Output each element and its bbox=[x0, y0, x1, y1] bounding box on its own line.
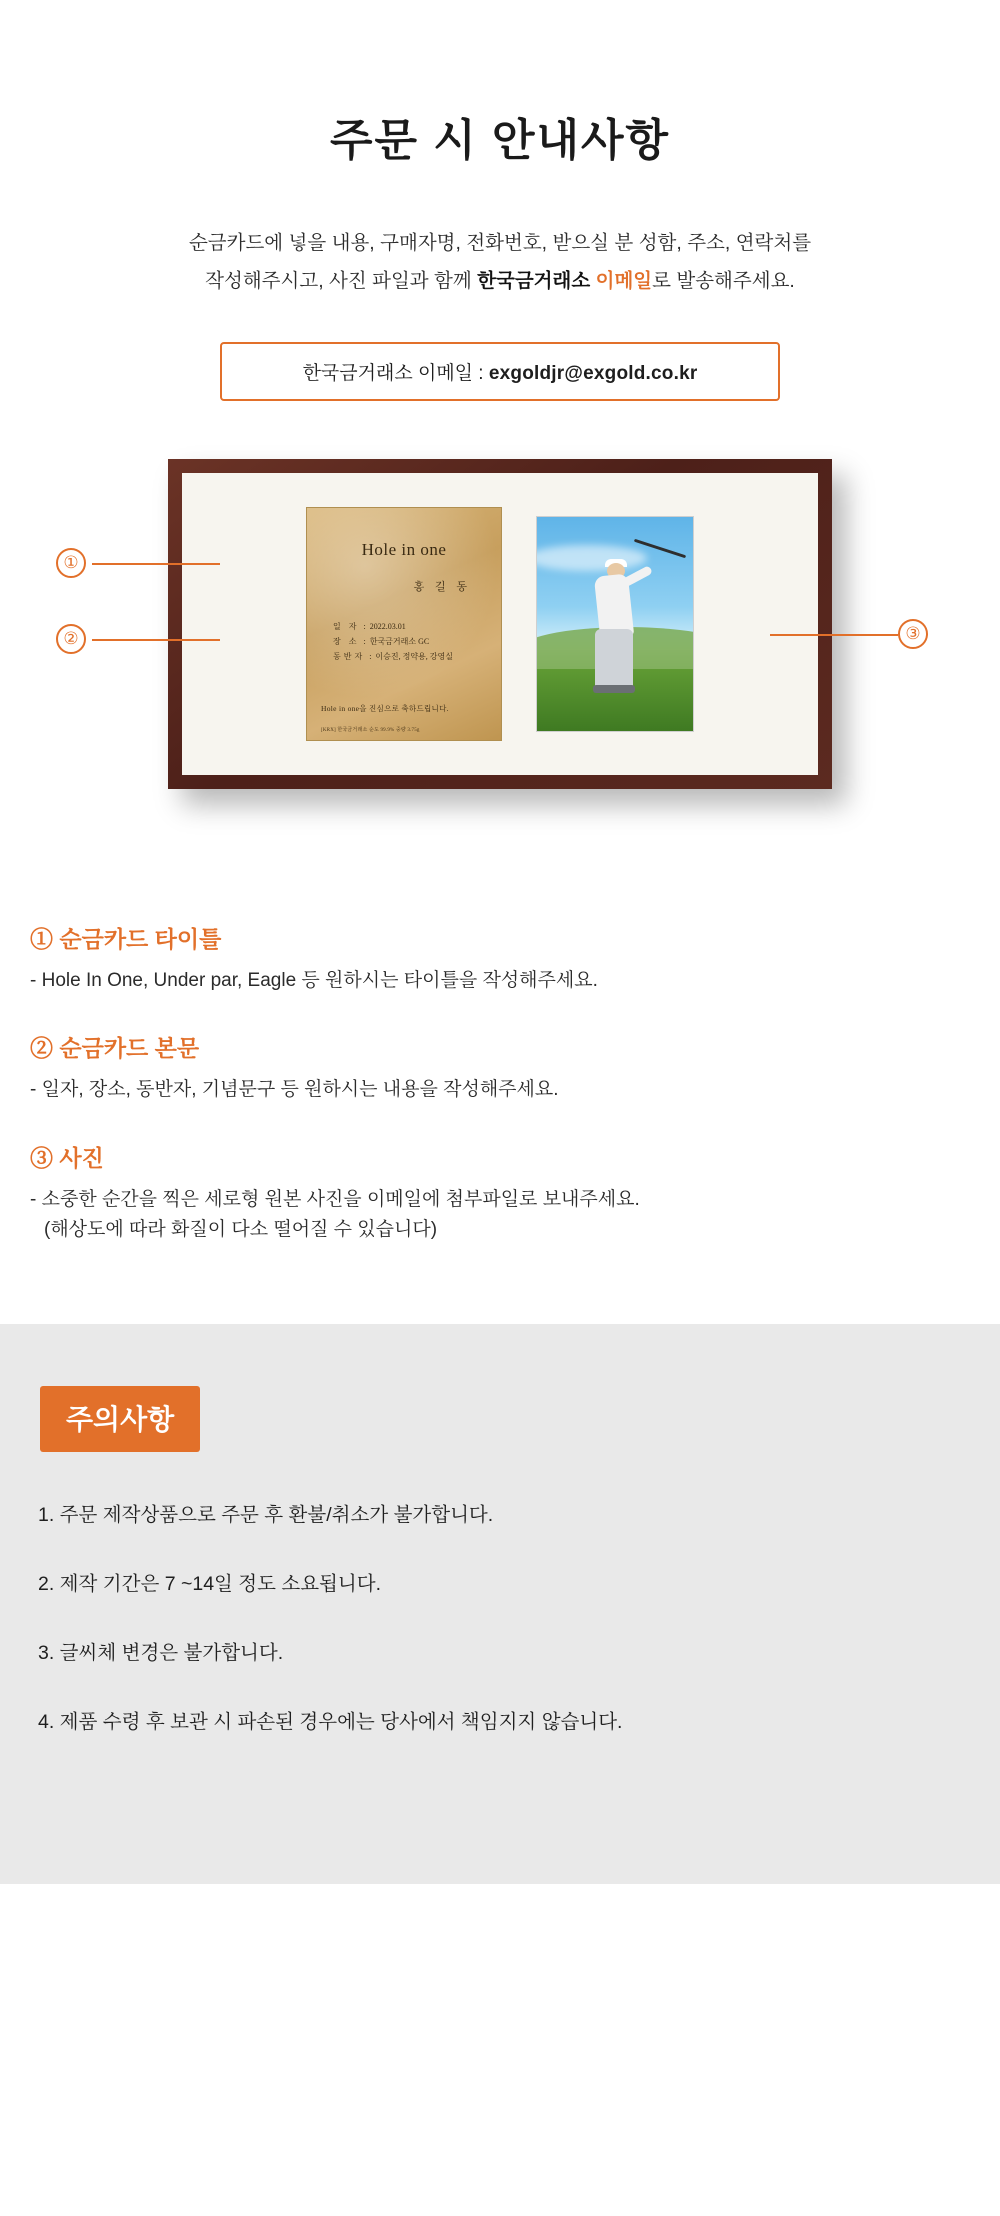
explanation-block-2 bbox=[30, 1030, 940, 1105]
frame-mat bbox=[182, 473, 818, 775]
row-value: 2022.03.01 bbox=[369, 622, 406, 632]
notice-list bbox=[30, 1500, 970, 1739]
explanation-body-2: - 일자, 장소, 동반자, 기념문구 등 원하시는 내용을 작성해주세요. bbox=[30, 1079, 559, 1101]
explanation-title-1: 순금카드 타이틀 bbox=[59, 926, 222, 953]
notice-badge: 주의사항 bbox=[40, 1386, 200, 1452]
email-label: 한국금거래소 이메일 : bbox=[302, 363, 489, 385]
explanation-number-2: ② bbox=[30, 1035, 53, 1062]
picture-frame bbox=[168, 459, 832, 789]
callout-marker-1: ① bbox=[56, 548, 86, 578]
gold-card-footer: Hole in one을 진심으로 축하드립니다. bbox=[321, 704, 449, 714]
intro-line-2 bbox=[0, 262, 1000, 300]
leader-line-1 bbox=[92, 563, 220, 565]
notice-item: 4. 제품 수령 후 보관 시 파손된 경우에는 당사에서 책임지지 않습니다. bbox=[38, 1711, 623, 1734]
golf-photo bbox=[536, 516, 694, 732]
page-title: 주문 시 안내사항 bbox=[330, 116, 670, 165]
gold-card-name: 홍 길 동 bbox=[413, 581, 471, 594]
leader-line-2 bbox=[92, 639, 220, 641]
leader-line-3 bbox=[770, 634, 898, 636]
row-key: 동반자 bbox=[333, 651, 366, 661]
notice-item: 2. 제작 기간은 7 ~14일 정도 소요됩니다. bbox=[38, 1572, 381, 1595]
notice-item: 1. 주문 제작상품으로 주문 후 환불/취소가 불가합니다. bbox=[38, 1503, 494, 1526]
explanation-section bbox=[0, 879, 1000, 1246]
intro-text bbox=[0, 224, 1000, 300]
row-sep: : bbox=[363, 636, 366, 646]
notice-item: 3. 글씨체 변경은 불가합니다. bbox=[38, 1641, 284, 1664]
explanation-body-3-main: - 소중한 순간을 찍은 세로형 원본 사진을 이메일에 첨부파일로 보내주세요. bbox=[30, 1188, 640, 1210]
explanation-body-3-sub: (해상도에 따라 화질이 다소 떨어질 수 있습니다) bbox=[44, 1219, 438, 1241]
cloud-shape bbox=[536, 545, 647, 571]
explanation-title-3: 사진 bbox=[59, 1144, 104, 1171]
row-key: 장 소 bbox=[333, 636, 360, 646]
explanation-heading-1 bbox=[30, 921, 940, 954]
intro-line-2-suffix: 로 발송해주세요. bbox=[652, 270, 795, 293]
product-figure bbox=[0, 459, 1000, 879]
explanation-number-1: ① bbox=[30, 926, 53, 953]
notice-section bbox=[0, 1324, 1000, 1884]
explanation-number-3: ③ bbox=[30, 1144, 53, 1171]
email-accent: 이메일 bbox=[590, 270, 653, 293]
explanation-block-3 bbox=[30, 1140, 940, 1246]
email-box bbox=[220, 342, 780, 401]
brand-name: 한국금거래소 bbox=[477, 270, 591, 293]
row-value: 이승진, 정약용, 강영실 bbox=[375, 651, 453, 661]
gold-card-title: Hole in one bbox=[361, 540, 447, 560]
explanation-heading-3 bbox=[30, 1140, 940, 1173]
explanation-block-1 bbox=[30, 921, 940, 996]
row-key: 일 자 bbox=[333, 622, 360, 632]
callout-marker-2: ② bbox=[56, 624, 86, 654]
gold-card-rows bbox=[321, 620, 487, 664]
explanation-body-3 bbox=[30, 1185, 940, 1246]
explanation-heading-2 bbox=[30, 1030, 940, 1063]
intro-line-2-prefix: 작성해주시고, 사진 파일과 함께 bbox=[205, 270, 478, 293]
gold-card-row bbox=[333, 620, 487, 635]
explanation-body-1: - Hole In One, Under par, Eagle 등 원하시는 타이틀을 작성해주세요. bbox=[30, 970, 598, 992]
row-sep: : bbox=[363, 622, 366, 632]
email-address[interactable]: exgoldjr@exgold.co.kr bbox=[488, 363, 698, 385]
golfer-shoes-shape bbox=[593, 685, 635, 693]
gold-card bbox=[306, 507, 502, 741]
callout-marker-3: ③ bbox=[898, 619, 928, 649]
golfer-legs-shape bbox=[595, 629, 633, 691]
row-sep: : bbox=[369, 651, 372, 661]
gold-card-row bbox=[333, 635, 487, 650]
gold-card-row bbox=[333, 650, 487, 665]
intro-line-1: 순금카드에 넣을 내용, 구매자명, 전화번호, 받으실 분 성함, 주소, 연락처를 bbox=[188, 232, 812, 254]
row-value: 한국금거래소 GC bbox=[369, 636, 430, 646]
gold-card-stamp: [KRX] 한국금거래소 순도 99.9% 중량 3.75g bbox=[321, 728, 420, 734]
explanation-title-2: 순금카드 본문 bbox=[59, 1035, 200, 1062]
